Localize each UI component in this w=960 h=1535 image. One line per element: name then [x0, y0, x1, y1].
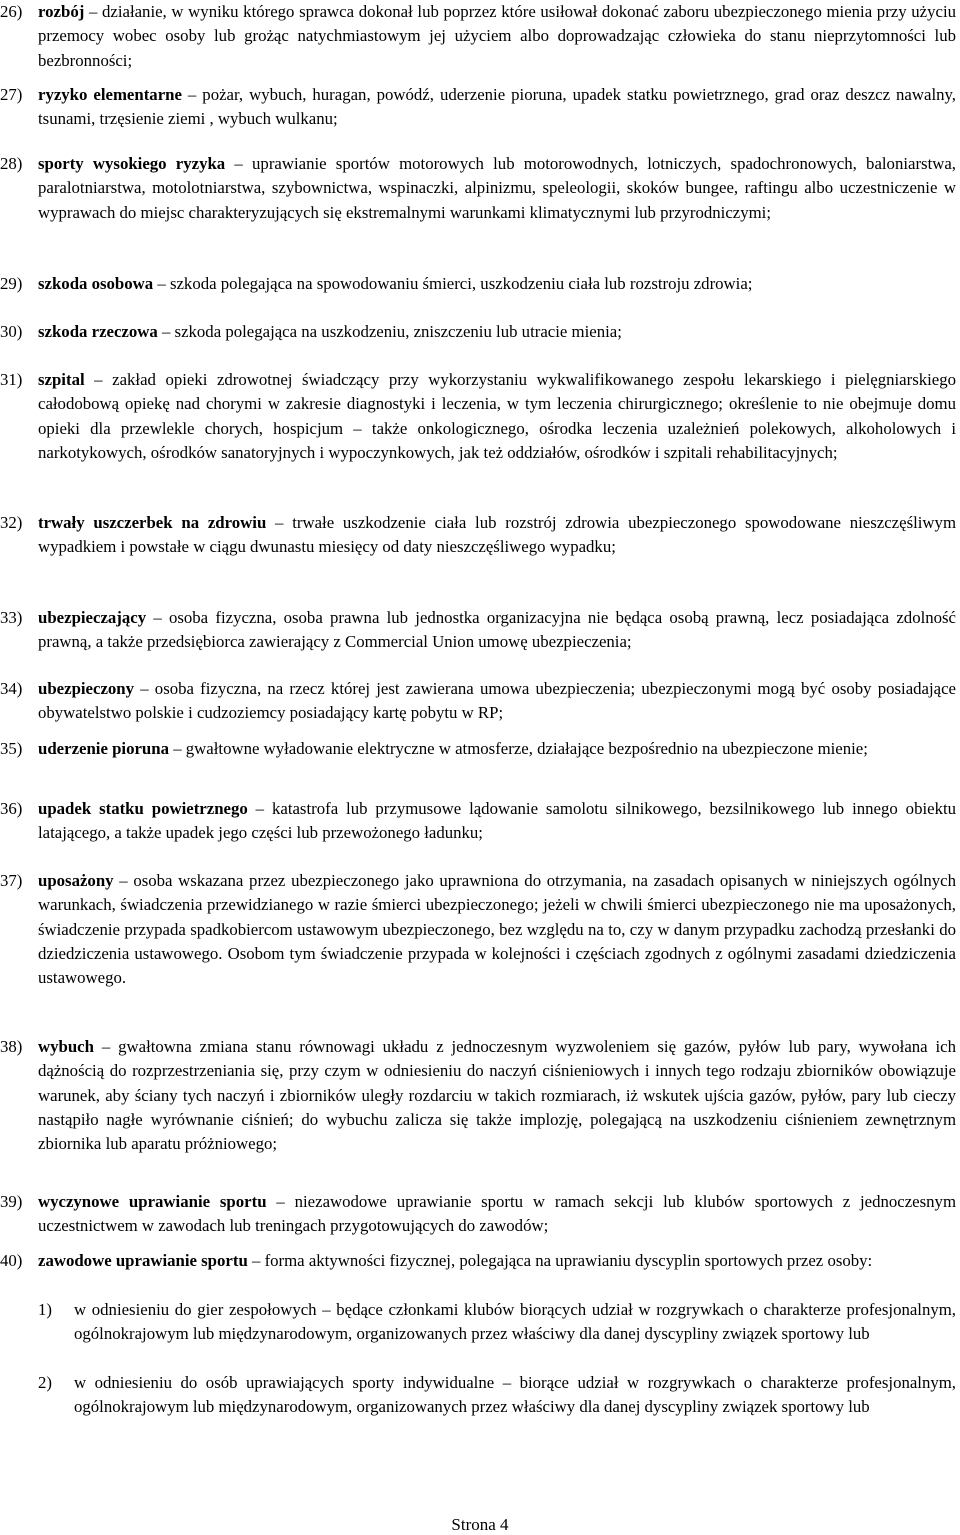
item-text: szkoda polegająca na uszkodzeniu, zniszczeniu lub utracie mienia; — [174, 322, 622, 341]
item-term: wybuch — [38, 1037, 94, 1056]
list-item — [0, 606, 956, 655]
item-number: 28) — [0, 154, 23, 173]
item-text: katastrofa lub przymusowe lądowanie samolotu silnikowego, bezsilnikowego lub innego obiektu latającego, a także upadek jego części lub przewożonego ładunku; — [38, 799, 957, 843]
item-text: osoba wskazana przez ubezpieczonego jako uprawniona do otrzymania, na zasadach opisanych w niniejszych ogólnych warunkach, świadczenia przewidzianego w razie śmierci ubezpieczonego; jeżeli w chwili śmierci ubezpieczonego nie ma uposażonych, świadczenie przypada spadkobiercom ustawowym ubezpieczonego, bez względu na to, czy w danym przypadku zachodzą przesłanki do dziedziczenia ustawowego. Osobom tym świadczenie przypada w kolejności i częściach zgodnych z ogólnymi zasadami dziedziczenia ustawowego. — [38, 871, 956, 988]
item-body: uderzenie pioruna – gwałtowne wyładowanie elektryczne w atmosferze, działające bezpośrednio na ubezpieczone mienie; — [38, 739, 868, 758]
item-term: uposażony — [38, 871, 114, 890]
list-item — [0, 677, 956, 726]
item-text: niezawodowe uprawianie sportu w ramach sekcji lub klubów sportowych z jednoczesnym uczestnictwem w zawodach lub treningach przygotowujących do zawodów; — [38, 1192, 956, 1236]
list-item — [0, 272, 956, 296]
item-term: szkoda rzeczowa — [38, 322, 158, 341]
item-body: ryzyko elementarne – pożar, wybuch, huragan, powódź, uderzenie pioruna, upadek statku powietrznego, grad oraz deszcz nawalny, tsunami, trzęsienie ziemi , wybuch wulkanu; — [38, 85, 956, 129]
item-number: 40) — [0, 1251, 23, 1270]
item-body: rozbój – działanie, w wyniku którego sprawca dokonał lub poprzez które usiłował dokonać zaboru ubezpieczonego mienia przy użyciu przemocy wobec osoby lub grożąc natychmiastowym jej użyciem albo doprowadzając człowieka do stanu nieprzytomności lub bezbronności; — [38, 2, 957, 70]
item-term: szpital — [38, 370, 85, 389]
sub-list-item — [38, 1298, 956, 1347]
list-item — [0, 869, 956, 990]
item-number: 33) — [0, 608, 23, 627]
list-item — [0, 1249, 956, 1273]
item-body: sporty wysokiego ryzyka – uprawianie sportów motorowych lub motorowodnych, lotniczych, spadochronowych, baloniarstwa, paralotniarstwa, motolotniarstwa, szybownictwa, wspinaczki, alpinizmu, speleologii, skoków bungee, raftingu albo uczestniczenie w wyprawach do miejsc charakteryzujących się ekstremalnymi warunkami klimatycznymi lub przyrodniczymi; — [38, 154, 956, 222]
item-term: zawodowe uprawianie sportu — [38, 1251, 248, 1270]
item-body: zawodowe uprawianie sportu – forma aktywności fizycznej, polegająca na uprawianiu dyscyplin sportowych przez osoby: — [38, 1251, 873, 1270]
item-number: 26) — [0, 2, 23, 21]
page-number-footer: Strona 4 — [451, 1515, 509, 1534]
item-term: wyczynowe uprawianie sportu — [38, 1192, 267, 1211]
list-item — [0, 152, 956, 225]
item-text: osoba fizyczna, osoba prawna lub jednostka organizacyjna nie będąca osobą prawną, lecz posiadająca zdolność prawną, a także przedsiębiorca zawierający z Commercial Union umowę ubezpieczenia; — [38, 608, 957, 652]
sub-item-number: 2) — [38, 1373, 52, 1392]
item-text: osoba fizyczna, na rzecz której jest zawierana umowa ubezpieczenia; ubezpieczonymi mogą być osoby posiadające obywatelstwo polskie i cudzoziemcy posiadający kartę pobytu w RP; — [38, 679, 956, 723]
item-text: trwałe uszkodzenie ciała lub rozstrój zdrowia ubezpieczonego spowodowane nieszczęśliwym wypadkiem i powstałe w ciągu dwunastu miesięcy od daty nieszczęśliwego wypadku; — [38, 513, 956, 557]
item-number: 32) — [0, 513, 23, 532]
item-number: 36) — [0, 799, 23, 818]
item-term: sporty wysokiego ryzyka — [38, 154, 226, 173]
sub-item-text: w odniesieniu do osób uprawiających sporty indywidualne – biorące udział w rozgrywkach o charakterze profesjonalnym, ogólnokrajowym lub międzynarodowym, organizowanych przez właściwy dla danej dyscypliny związek sportowy lub — [74, 1373, 956, 1417]
item-body: ubezpieczający – osoba fizyczna, osoba prawna lub jednostka organizacyjna nie będąca osobą prawną, lecz posiadająca zdolność prawną, a także przedsiębiorca zawierający z Commercial Union umowę ubezpieczenia; — [38, 608, 957, 652]
item-text: gwałtowne wyładowanie elektryczne w atmosferze, działające bezpośrednio na ubezpieczone mienie; — [185, 739, 868, 758]
item-term: upadek statku powietrznego — [38, 799, 248, 818]
item-number: 30) — [0, 322, 23, 341]
item-text: uprawianie sportów motorowych lub motorowodnych, lotniczych, spadochronowych, baloniarstwa, paralotniarstwa, motolotniarstwa, szybownictwa, wspinaczki, alpinizmu, speleologii, skoków bungee, raftingu albo uczestniczenie w wyprawach do miejsc charakteryzujących się ekstremalnymi warunkami klimatycznymi lub przyrodniczymi; — [38, 154, 956, 222]
item-body: ubezpieczony – osoba fizyczna, na rzecz której jest zawierana umowa ubezpieczenia; ubezpieczonymi mogą być osoby posiadające obywatelstwo polskie i cudzoziemcy posiadający kartę pobytu w RP; — [38, 679, 956, 723]
item-number: 39) — [0, 1192, 23, 1211]
item-number: 27) — [0, 85, 23, 104]
item-term: ryzyko elementarne — [38, 85, 182, 104]
list-item — [0, 511, 956, 560]
item-text: działanie, w wyniku którego sprawca dokonał lub poprzez które usiłował dokonać zaboru ubezpieczonego mienia przy użyciu przemocy wobec osoby lub grożąc natychmiastowym jej użyciem albo doprowadzając człowieka do stanu nieprzytomności lub bezbronności; — [38, 2, 957, 70]
sub-item-text: w odniesieniu do gier zespołowych – będące członkami klubów biorących udział w rozgrywkach o charakterze profesjonalnym, ogólnokrajowym lub międzynarodowym, organizowanych przez właściwy dla danej dyscypliny związek sportowy lub — [74, 1300, 956, 1344]
item-body: szkoda osobowa – szkoda polegająca na spowodowaniu śmierci, uszkodzeniu ciała lub rozstroju zdrowia; — [38, 274, 753, 293]
list-item — [0, 1190, 956, 1239]
item-number: 37) — [0, 871, 23, 890]
item-body: szpital – zakład opieki zdrowotnej świadczący przy wykorzystaniu wykwalifikowanego zespołu lekarskiego i pielęgniarskiego całodobową opiekę nad chorymi w zakresie diagnostyki i leczenia, w tym leczenia chirurgicznego; określenie to nie obejmuje domu opieki dla przewlekle chorych, hospicjum – także onkologicznego, ośrodka leczenia uzależnień polekowych, alkoholowych i narkotykowych, ośrodków sanatoryjnych i wypoczynkowych, jak też oddziałów, ośrodków i szpitali rehabilitacyjnych; — [38, 370, 957, 462]
list-item — [0, 1035, 956, 1156]
item-body: upadek statku powietrznego – katastrofa lub przymusowe lądowanie samolotu silnikowego, bezsilnikowego lub innego obiektu latającego, a także upadek jego części lub przewożonego ładunku; — [38, 799, 957, 843]
list-item — [0, 737, 956, 761]
item-number: 34) — [0, 679, 23, 698]
item-number: 38) — [0, 1037, 23, 1056]
item-body: uposażony – osoba wskazana przez ubezpieczonego jako uprawniona do otrzymania, na zasadach opisanych w niniejszych ogólnych warunkach, świadczenia przewidzianego w razie śmierci ubezpieczonego; jeżeli w chwili śmierci ubezpieczonego nie ma uposażonych, świadczenie przypada spadkobiercom ustawowym ubezpieczonego, bez względu na to, czy w danym przypadku zachodzą przesłanki do dziedziczenia ustawowego. Osobom tym świadczenie przypada w kolejności i częściach zgodnych z ogólnymi zasadami dziedziczenia ustawowego. — [38, 871, 956, 988]
item-text: forma aktywności fizycznej, polegająca na uprawianiu dyscyplin sportowych przez osoby: — [264, 1251, 873, 1270]
list-item — [0, 320, 956, 344]
item-text: szkoda polegająca na spowodowaniu śmierci, uszkodzeniu ciała lub rozstroju zdrowia; — [169, 274, 753, 293]
item-number: 35) — [0, 739, 23, 758]
item-body: szkoda rzeczowa – szkoda polegająca na uszkodzeniu, zniszczeniu lub utracie mienia; — [38, 322, 622, 341]
item-text: gwałtowna zmiana stanu równowagi układu z jednoczesnym wyzwoleniem się gazów, pyłów lub pary, wywołana ich dążnością do rozprzestrzeniania się, przy czym w odniesieniu do naczyń ciśnieniowych i innych tego rodzaju zbiorników obowiązuje warunek, aby ściany tych naczyń i zbiorników uległy rozdarciu w takich rozmiarach, iż wskutek ujścia gazów, pyłów, pary lub cieczy nastąpiło nagłe wyrównanie ciśnień; do wybuchu zalicza się także implozję, polegającą na uszkodzeniu ciśnieniem zewnętrznym zbiornika lub aparatu próżniowego; — [38, 1037, 956, 1154]
item-number: 31) — [0, 370, 23, 389]
list-item — [0, 83, 956, 132]
item-term: ubezpieczony — [38, 679, 135, 698]
item-term: ubezpieczający — [38, 608, 147, 627]
item-term: trwały uszczerbek na zdrowiu — [38, 513, 267, 532]
sub-item-number: 1) — [38, 1300, 52, 1319]
list-item — [0, 0, 956, 73]
item-body: trwały uszczerbek na zdrowiu – trwałe uszkodzenie ciała lub rozstrój zdrowia ubezpieczonego spowodowane nieszczęśliwym wypadkiem i powstałe w ciągu dwunastu miesięcy od daty nieszczęśliwego wypadku; — [38, 513, 956, 557]
item-term: szkoda osobowa — [38, 274, 154, 293]
item-number: 29) — [0, 274, 23, 293]
item-term: rozbój — [38, 2, 85, 21]
list-item — [0, 368, 956, 465]
list-item — [0, 797, 956, 846]
item-body: wyczynowe uprawianie sportu – niezawodowe uprawianie sportu w ramach sekcji lub klubów sportowych z jednoczesnym uczestnictwem w zawodach lub treningach przygotowujących do zawodów; — [38, 1192, 956, 1236]
sub-list-item — [38, 1371, 956, 1420]
item-text: pożar, wybuch, huragan, powódź, uderzenie pioruna, upadek statku powietrznego, grad oraz deszcz nawalny, tsunami, trzęsienie ziemi , wybuch wulkanu; — [38, 85, 956, 129]
item-term: uderzenie pioruna — [38, 739, 169, 758]
item-body: wybuch – gwałtowna zmiana stanu równowagi układu z jednoczesnym wyzwoleniem się gazów, pyłów lub pary, wywołana ich dążnością do rozprzestrzeniania się, przy czym w odniesieniu do naczyń ciśnieniowych i innych tego rodzaju zbiorników obowiązuje warunek, aby ściany tych naczyń i zbiorników uległy rozdarciu w takich rozmiarach, iż wskutek ujścia gazów, pyłów, pary lub cieczy nastąpiło nagłe wyrównanie ciśnień; do wybuchu zalicza się także implozję, polegającą na uszkodzeniu ciśnieniem zewnętrznym zbiornika lub aparatu próżniowego; — [38, 1037, 956, 1154]
item-text: zakład opieki zdrowotnej świadczący przy wykorzystaniu wykwalifikowanego zespołu lekarskiego i pielęgniarskiego całodobową opiekę nad chorymi w zakresie diagnostyki i leczenia, w tym leczenia chirurgicznego; określenie to nie obejmuje domu opieki dla przewlekle chorych, hospicjum – także onkologicznego, ośrodka leczenia uzależnień polekowych, alkoholowych i narkotykowych, ośrodków sanatoryjnych i wypoczynkowych, jak też oddziałów, ośrodków i szpitali rehabilitacyjnych; — [38, 370, 957, 462]
